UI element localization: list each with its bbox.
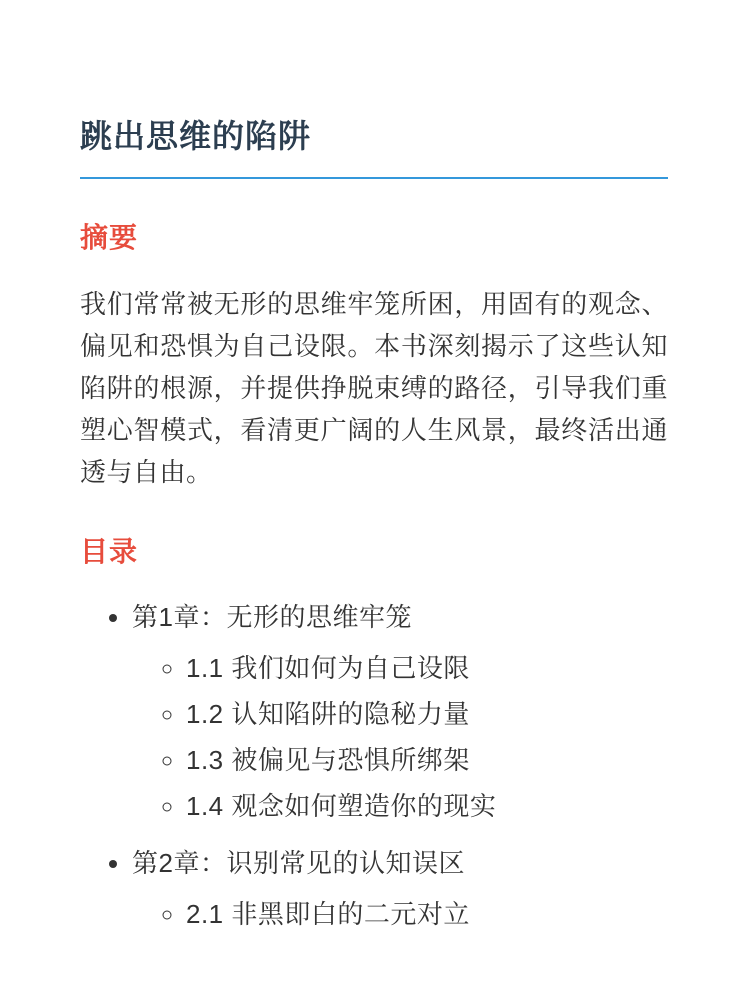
toc-section-1-4: ◦ 1.4 观念如何塑造你的现实 [186, 790, 668, 822]
toc-section-1-3: ◦ 1.3 被偏见与恐惧所绑架 [186, 744, 668, 776]
toc-chapter-2-sections [132, 898, 668, 930]
toc-section-1-2: ◦ 1.2 认知陷阱的隐秘力量 [186, 698, 668, 730]
toc-chapter-1-sections [132, 652, 668, 822]
toc-section-1-1: ◦ 1.1 我们如何为自己设限 [186, 652, 668, 684]
toc-heading: 目录 [80, 535, 139, 567]
page-title: 跳出思维的陷阱 [80, 114, 668, 179]
summary-text: 我们常常被无形的思维牢笼所困，用固有的观念、偏见和恐惧为自己设限。本书深刻揭示了这些认知陷阱的根源，并提供挣脱束缚的路径，引导我们重塑心智模式，看清更广阔的人生风景，最终活出通透与自由。 [80, 288, 668, 487]
toc-chapter-1 [132, 600, 668, 822]
toc-chapter-2-label: 第2章：识别常见的认知误区 [132, 848, 465, 879]
toc-list [80, 600, 668, 930]
toc-section-2-1: ◦ 2.1 非黑即白的二元对立 [186, 898, 668, 930]
toc-chapter-1-label: 第1章：无形的思维牢笼 [132, 602, 412, 633]
toc-chapter-2 [132, 846, 668, 930]
summary-heading: 摘要 [80, 221, 139, 253]
